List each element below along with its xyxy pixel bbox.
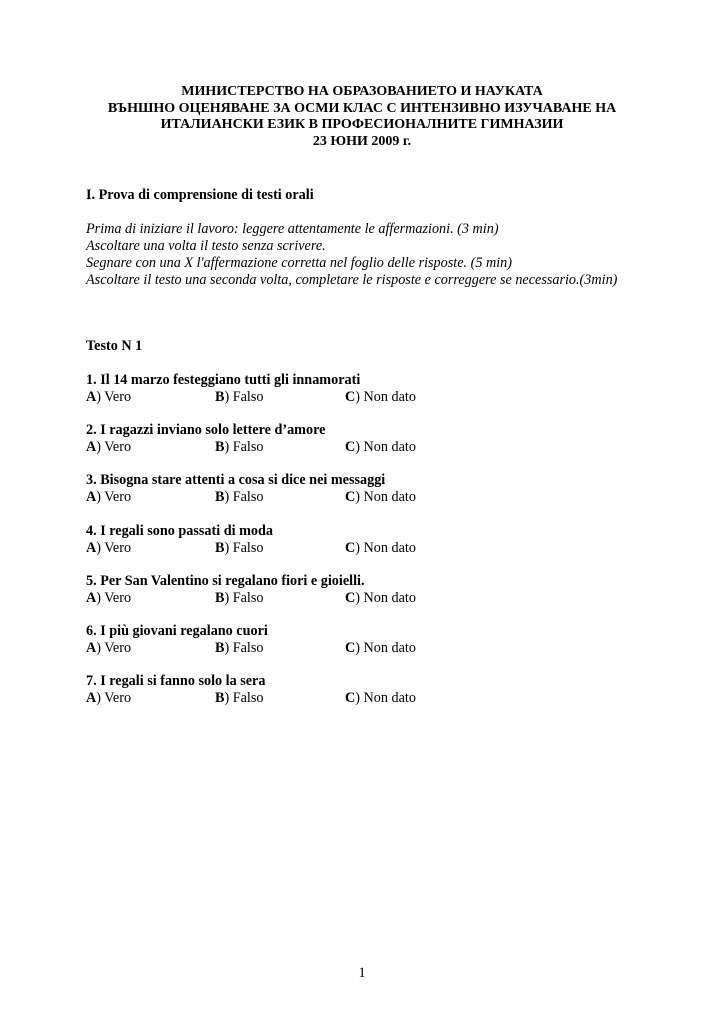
question-text: 1. Il 14 marzo festeggiano tutti gli innamorati bbox=[86, 372, 361, 388]
option-a: A) Vero bbox=[86, 590, 132, 606]
option-c: C) Non dato bbox=[345, 489, 416, 505]
option-a: A) Vero bbox=[86, 439, 132, 455]
answer-options bbox=[86, 439, 646, 456]
instruction-line: Segnare con una X l'affermazione corretta nel foglio delle risposte. (5 min) bbox=[86, 255, 512, 271]
instructions bbox=[86, 221, 617, 289]
question-text: 7. I regali si fanno solo la sera bbox=[86, 673, 266, 689]
option-b: B) Falso bbox=[215, 389, 264, 405]
answer-options bbox=[86, 489, 646, 506]
option-c: C) Non dato bbox=[345, 540, 416, 556]
header-exam-title: ВЪНШНО ОЦЕНЯВАНЕ ЗА ОСМИ КЛАС С ИНТЕНЗИВНО ИЗУЧАВАНЕ НА bbox=[107, 100, 617, 116]
option-a: A) Vero bbox=[86, 640, 132, 656]
test-title: Testo N 1 bbox=[86, 338, 143, 354]
answer-options bbox=[86, 389, 646, 406]
instruction-line: Ascoltare il testo una seconda volta, completare le risposte e correggere se necessario.(3min) bbox=[86, 272, 618, 288]
question-text: 2. I ragazzi inviano solo lettere d’amore bbox=[86, 422, 326, 438]
question-2 bbox=[86, 422, 646, 456]
question-6 bbox=[86, 623, 646, 657]
option-c: C) Non dato bbox=[345, 439, 416, 455]
option-a: A) Vero bbox=[86, 389, 132, 405]
question-text: 4. I regali sono passati di moda bbox=[86, 523, 273, 539]
option-b: B) Falso bbox=[215, 690, 264, 706]
option-b: B) Falso bbox=[215, 590, 264, 606]
option-c: C) Non dato bbox=[345, 389, 416, 405]
option-a: A) Vero bbox=[86, 690, 132, 706]
header-exam-subtitle: ИТАЛИАНСКИ ЕЗИК В ПРОФЕСИОНАЛНИТЕ ГИМНАЗИИ bbox=[160, 117, 564, 132]
option-c: C) Non dato bbox=[345, 640, 416, 656]
section-title: I. Prova di comprensione di testi orali bbox=[86, 187, 314, 203]
answer-options bbox=[86, 540, 646, 557]
option-b: B) Falso bbox=[215, 489, 264, 505]
answer-options bbox=[86, 590, 646, 607]
question-text: 3. Bisogna stare attenti a cosa si dice nei messaggi bbox=[86, 472, 386, 488]
question-1 bbox=[86, 372, 646, 406]
option-c: C) Non dato bbox=[345, 690, 416, 706]
option-b: B) Falso bbox=[215, 439, 264, 455]
option-b: B) Falso bbox=[215, 640, 264, 656]
option-b: B) Falso bbox=[215, 540, 264, 556]
question-text: 5. Per San Valentino si regalano fiori e gioielli. bbox=[86, 573, 365, 589]
document-header bbox=[0, 84, 724, 150]
answer-options bbox=[86, 640, 646, 657]
question-4 bbox=[86, 523, 646, 557]
header-date: 23 ЮНИ 2009 г. bbox=[312, 133, 412, 149]
question-text: 6. I più giovani regalano cuori bbox=[86, 623, 268, 639]
instruction-line: Ascoltare una volta il testo senza scrivere. bbox=[86, 238, 326, 254]
option-c: C) Non dato bbox=[345, 590, 416, 606]
question-3 bbox=[86, 472, 646, 506]
header-ministry: МИНИСТЕРСТВО НА ОБРАЗОВАНИЕТО И НАУКАТА bbox=[181, 84, 543, 99]
instruction-line: Prima di iniziare il lavoro: leggere attentamente le affermazioni. (3 min) bbox=[86, 221, 499, 237]
page-number: 1 bbox=[358, 965, 366, 981]
question-5 bbox=[86, 573, 646, 607]
option-a: A) Vero bbox=[86, 540, 132, 556]
question-7 bbox=[86, 673, 646, 707]
option-a: A) Vero bbox=[86, 489, 132, 505]
answer-options bbox=[86, 690, 646, 707]
